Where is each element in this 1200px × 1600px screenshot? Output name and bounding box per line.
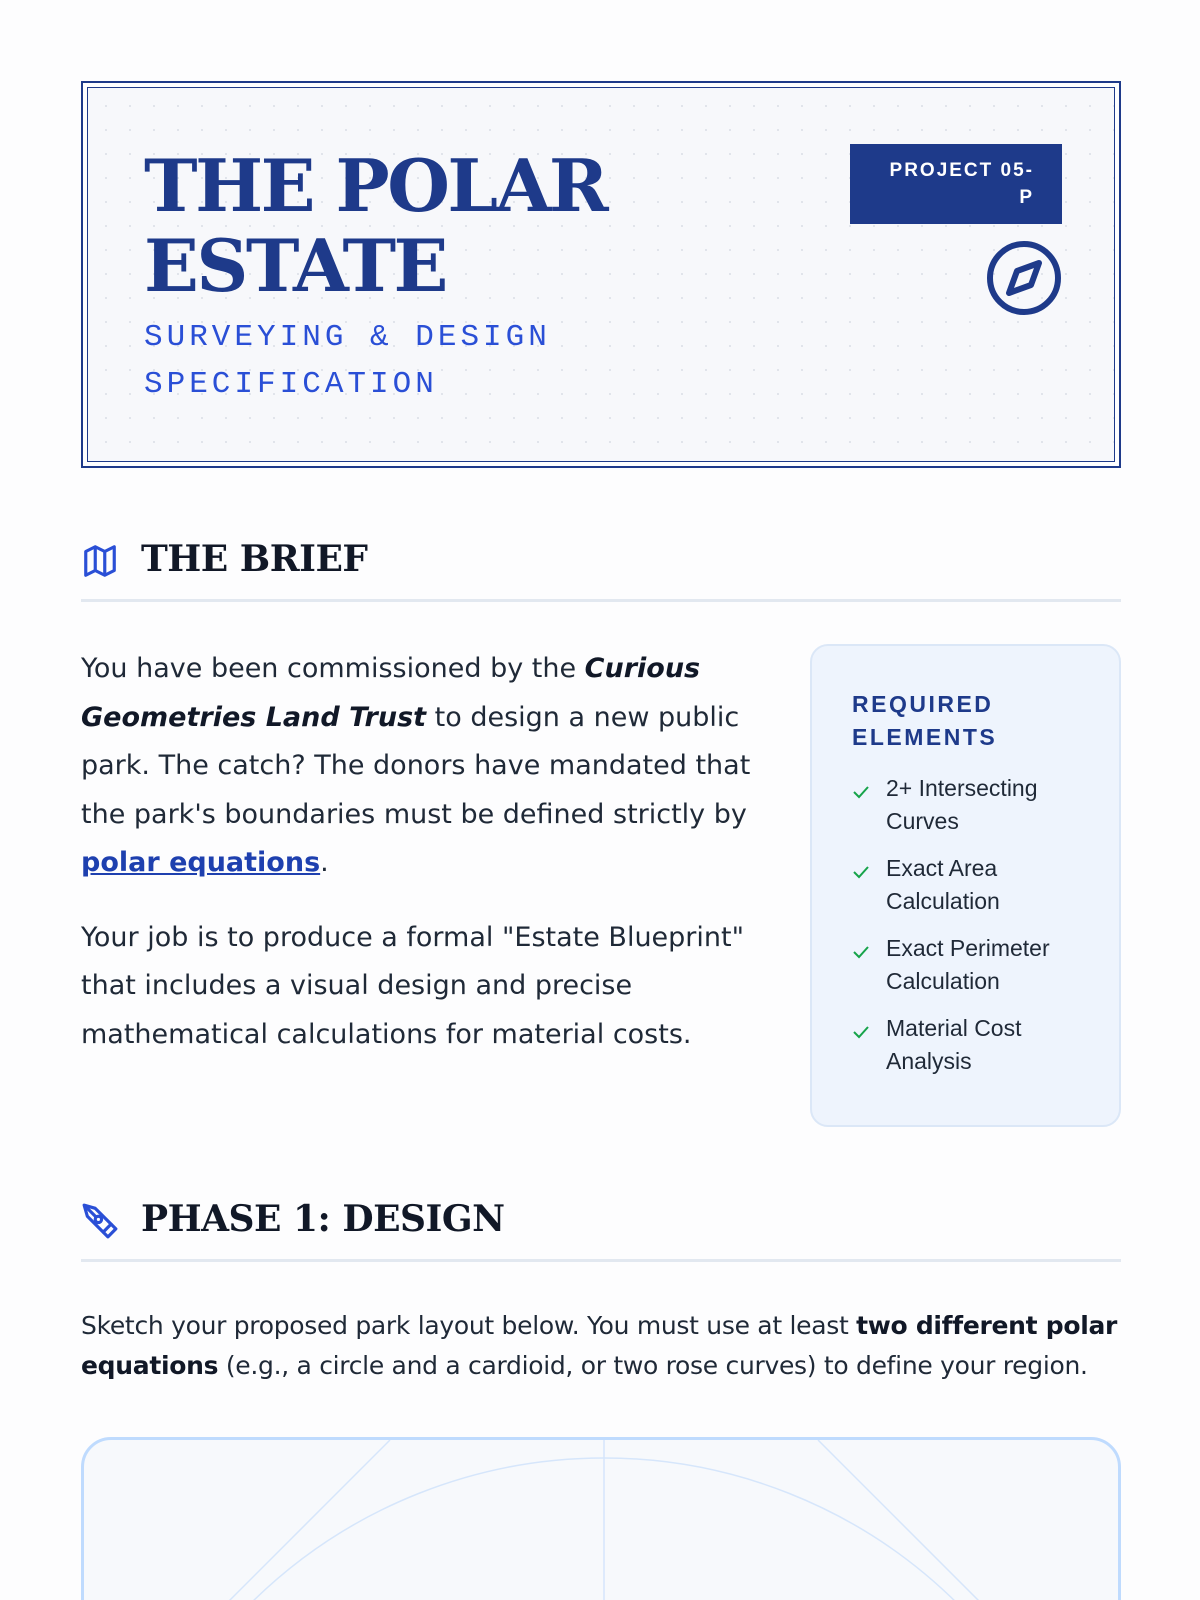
- polar-equations-link[interactable]: polar equations: [81, 847, 321, 878]
- check-icon: [852, 865, 870, 879]
- phase1-section-heading: [81, 1200, 1121, 1262]
- title-card: [81, 81, 1121, 468]
- project-badge-line-1: PROJECT 05-: [889, 160, 1034, 181]
- brief-paragraph-2: Your job is to produce a formal "Estate Blueprint" that includes a visual design and precise mathematical calculations for material costs.: [81, 921, 745, 1050]
- phase1-text: (e.g., a circle and a cardioid, or two rose curves) to define your region.: [218, 1351, 1088, 1380]
- required-elements-title: [852, 688, 1095, 754]
- list-item-label: Material Cost Analysis: [886, 1015, 1022, 1074]
- polar-diagonal-line: [174, 1440, 390, 1600]
- brief-section-heading: [81, 540, 1121, 602]
- phase1-text: Sketch your proposed park layout below. You must use at least: [81, 1311, 857, 1340]
- title-card-inner: [87, 87, 1115, 462]
- list-item-label: 2+ Intersecting Curves: [886, 775, 1038, 834]
- polar-grid: [84, 1440, 1121, 1600]
- page-subtitle-line-1: SURVEYING & DESIGN: [144, 320, 551, 355]
- page-title-line-1: THE POLAR: [144, 143, 607, 228]
- brief-heading-label: THE BRIEF: [141, 538, 368, 580]
- check-icon: [852, 1025, 870, 1039]
- brief-text: .: [320, 847, 329, 878]
- page-subtitle-line-2: SPECIFICATION: [144, 367, 438, 402]
- brief-text: to design a new public park. The catch? The donors have mandated that the park's boundaries must be defined strictly by: [81, 701, 751, 830]
- required-elements-title-line-1: REQUIRED: [852, 691, 994, 717]
- polar-diagonal-line: [818, 1440, 1034, 1600]
- project-badge-line-2: P: [1019, 187, 1034, 208]
- sketch-area[interactable]: [81, 1437, 1121, 1600]
- project-badge: [850, 144, 1062, 224]
- list-item: [852, 1012, 1095, 1078]
- compass-icon: [986, 240, 1062, 316]
- page-title: [144, 143, 704, 308]
- check-icon: [852, 945, 870, 959]
- list-item: [852, 852, 1095, 918]
- list-item: [852, 772, 1095, 838]
- list-item-label: Exact Perimeter Calculation: [886, 935, 1050, 994]
- required-elements-list: [852, 772, 1095, 1078]
- brief-paragraph-1: [81, 645, 761, 888]
- list-item-label: Exact Area Calculation: [886, 855, 1000, 914]
- page-title-line-2: ESTATE: [144, 223, 446, 308]
- trust-name: Curious Geometries Land Trust: [81, 653, 701, 733]
- phase1-text-bold: two different polar equations: [81, 1311, 1118, 1380]
- page-subtitle: [144, 314, 664, 408]
- list-item: [852, 932, 1095, 998]
- check-icon: [852, 785, 870, 799]
- brief-body: [81, 645, 761, 1085]
- brief-text: You have been commissioned by the: [81, 653, 585, 684]
- map-icon: [81, 542, 119, 580]
- required-elements-title-line-2: ELEMENTS: [852, 724, 998, 750]
- phase1-instructions: [81, 1306, 1126, 1386]
- phase1-heading-label: PHASE 1: DESIGN: [141, 1198, 505, 1240]
- pen-tool-icon: [81, 1202, 119, 1240]
- required-elements-card: [810, 644, 1121, 1127]
